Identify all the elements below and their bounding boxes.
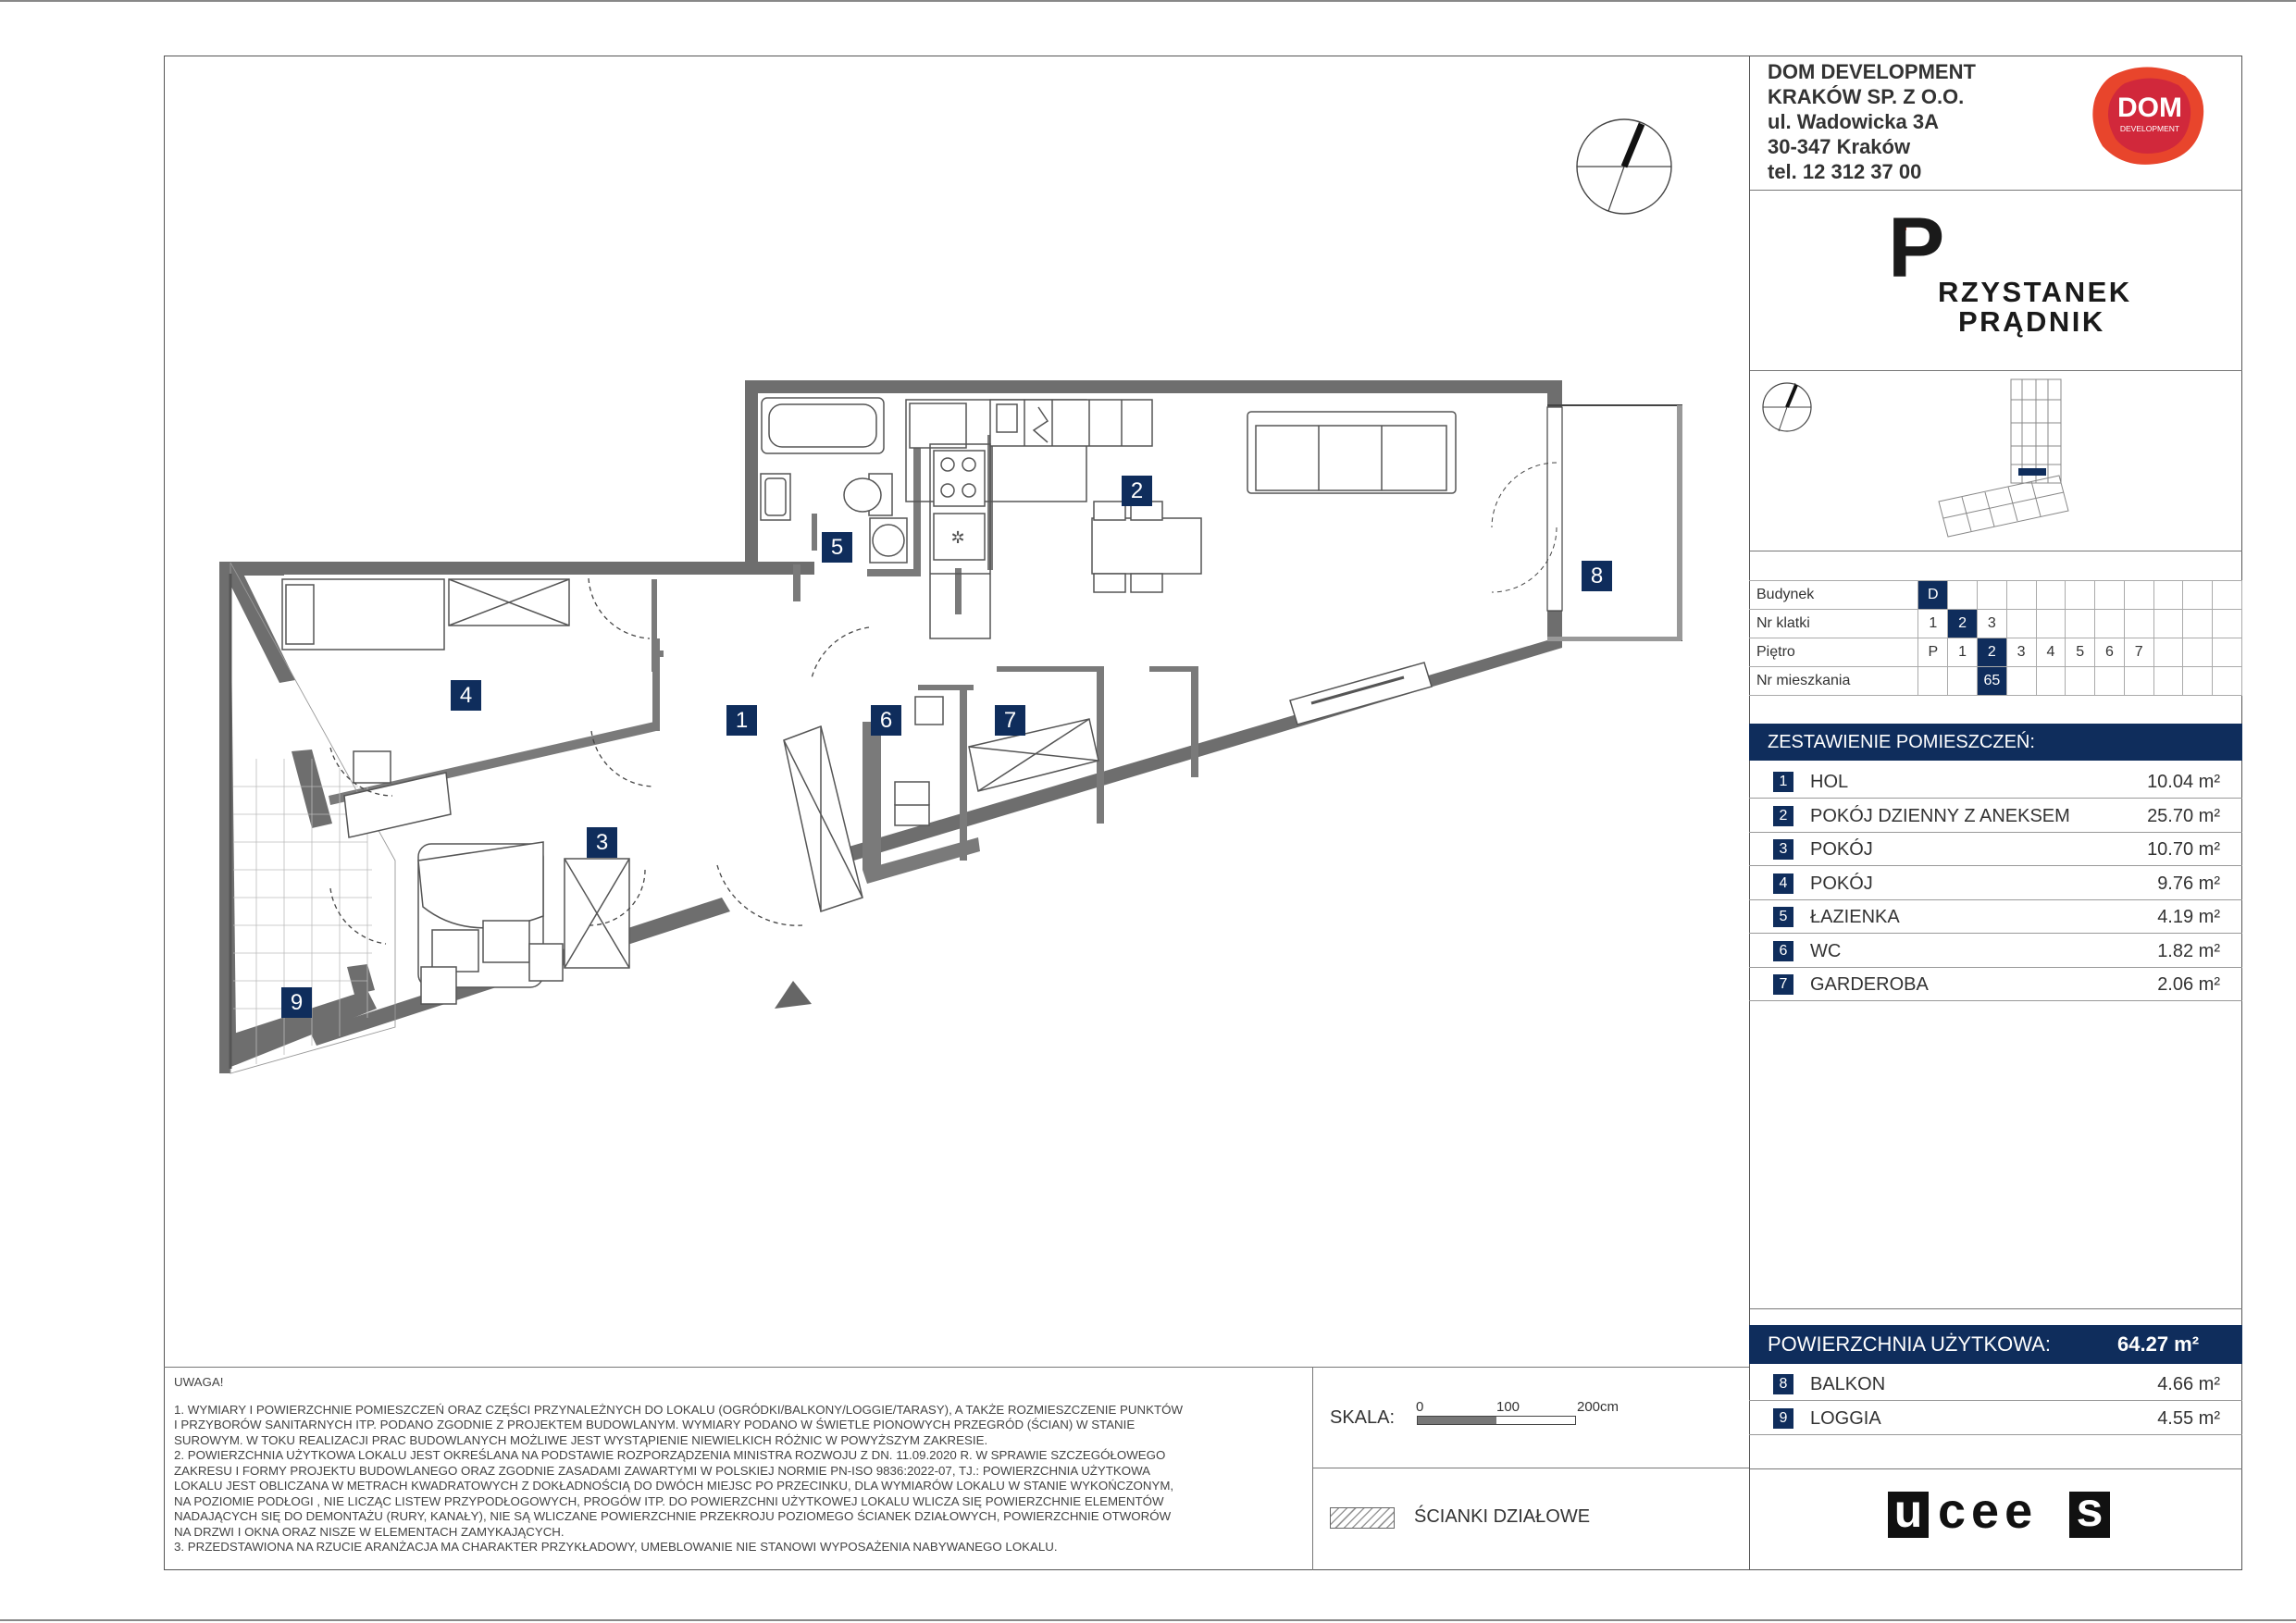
- location-cell: [2095, 610, 2125, 638]
- room-name: GARDEROBA: [1810, 974, 1929, 995]
- room-number: 7: [1773, 974, 1793, 995]
- room-label-4: [451, 680, 481, 711]
- notes-text: [174, 1375, 1294, 1555]
- room-area: 25.70 m²: [2147, 805, 2220, 826]
- legend-label: ŚCIANKI DZIAŁOWE: [1414, 1506, 1591, 1527]
- floor-plan: [164, 56, 1749, 1369]
- location-cell: [2153, 667, 2183, 696]
- scale-tick-0: 0: [1416, 1399, 1424, 1415]
- company-line: tel. 12 312 37 00: [1768, 160, 1922, 183]
- room-label-9: [281, 987, 312, 1018]
- notes-line: NADAJĄCYCH SIĘ DO DEMONTAŻU (RURY, KANAŁY), NIE SĄ WLICZANE POWIERZCHNIE PRZEKROJU POZIOMEGO ŚCIANEK DZIAŁOWYCH, POWIERZCHNIE OTWORÓW: [174, 1509, 1172, 1523]
- location-cell: [2153, 581, 2183, 610]
- location-cell: [1948, 581, 1978, 610]
- notes-line: 2. POWIERZCHNIA UŻYTKOWA LOKALU JEST OKREŚLANA NA PODSTAWIE ROZPORZĄDZENIA MINISTRA ROZWOJU Z DN. 11.09.2020 R. W SPRAWIE SZCZEGÓŁOWEGO: [174, 1448, 1166, 1462]
- room-name: WC: [1810, 940, 1842, 961]
- north-compass-icon: [1577, 119, 1671, 214]
- logo-line1: RZYSTANEK: [1938, 276, 2132, 308]
- notes-line: NA DRZWI I OKNA ORAZ NISZE W ELEMENTACH ZAMYKAJĄCYCH.: [174, 1524, 565, 1539]
- location-cell: [2066, 667, 2095, 696]
- dom-development-logo: [2088, 65, 2208, 168]
- location-cell: [2124, 610, 2153, 638]
- location-cell: [2213, 581, 2242, 610]
- room-number: 8: [1773, 1374, 1793, 1394]
- room-row: [1749, 1402, 2242, 1435]
- room3-furniture: [418, 842, 629, 1004]
- room-number: 9: [1773, 1408, 1793, 1429]
- keyplan-compass-icon: [1763, 383, 1811, 431]
- room-name: LOGGIA: [1810, 1407, 1881, 1429]
- room-row: [1749, 968, 2242, 1001]
- location-cell: [2006, 581, 2036, 610]
- location-cell: [2183, 667, 2213, 696]
- room-label-5: [822, 532, 852, 563]
- top-rule: [0, 0, 2296, 2]
- location-row-label: Nr mieszkania: [1749, 667, 1918, 696]
- balcony-outline: [1492, 405, 1682, 641]
- location-cell: 2: [1948, 610, 1978, 638]
- location-cell: 1: [1918, 610, 1948, 638]
- ucees-logo-s: s: [2076, 1483, 2104, 1537]
- notes-line: 1. WYMIARY I POWIERZCHNIE POMIESZCZEŃ ORAZ CZĘŚCI PRZYNALEŻNYCH DO LOKALU (OGRÓDKI/BALKONY/LOGGIE/TARASY), A TAKŻE ROZMIESZCZENIE PUNKTÓW: [174, 1402, 1184, 1417]
- logo-initial: P: [1888, 201, 1945, 295]
- logo-text-development: DEVELOPMENT: [2119, 124, 2180, 133]
- hall-fixtures: [784, 697, 1098, 911]
- room-area: 2.06 m²: [2157, 974, 2220, 995]
- notes-divider: [1312, 1367, 1313, 1570]
- logo-line2: PRĄDNIK: [1958, 305, 2105, 338]
- scale-label: SKALA:: [1330, 1407, 1396, 1428]
- room-name: POKÓJ DZIENNY Z ANEKSEM: [1810, 805, 2070, 826]
- location-cell: [2153, 638, 2183, 667]
- location-row-label: Budynek: [1749, 581, 1918, 610]
- bottom-rule: [0, 1619, 2296, 1621]
- svg-text:3: 3: [595, 830, 609, 855]
- location-cell: 6: [2095, 638, 2125, 667]
- location-row: [1749, 581, 2242, 610]
- notes-line: ZAKRESU I FORMY PROJEKTU BUDOWLANEGO ORAZ ZGODNIE ZASADAMI ZAWARTYMI W POLSKIEJ NORMIE PN-ISO 9836:2022-07, TJ.: POWIERZCHNIA UŻYTKOWA: [174, 1463, 1151, 1478]
- location-row-label: Piętro: [1749, 638, 1918, 667]
- notes-line: I PRZYBORÓW SANITARNYCH ITP. PODANO ZGODNIE Z PROJEKTEM BUDOWLANYM. WYMIARY PODANO W ŚWIETLE PIONOWYCH PRZEGRÓD (ŚCIAN) W STANIE: [174, 1418, 1136, 1431]
- building-outline: [1939, 379, 2068, 537]
- scale-tick-200: 200cm: [1577, 1399, 1620, 1415]
- svg-text:8: 8: [1590, 564, 1604, 588]
- room-label-1: [726, 705, 757, 736]
- room-name: BALKON: [1810, 1374, 1886, 1394]
- room-number: 6: [1773, 941, 1793, 961]
- room-area: 1.82 m²: [2157, 940, 2220, 961]
- room-label-7: [995, 705, 1025, 736]
- svg-text:7: 7: [1003, 708, 1017, 733]
- location-cell: D: [1918, 581, 1948, 610]
- room-area: 10.04 m²: [2147, 772, 2220, 792]
- location-cell: 4: [2036, 638, 2066, 667]
- svg-text:4: 4: [459, 683, 473, 708]
- room-name: POKÓJ: [1810, 873, 1873, 894]
- location-cell: [2006, 667, 2036, 696]
- company-line: 30-347 Kraków: [1768, 135, 1911, 158]
- notes-line: NA POZIOMIE PODŁOGI , NIE LICZĄC LISTEW PRZYPODŁOGOWYCH, PROGÓW ITP. DO POWIERZCHNI UŻYTKOWEJ LOKALU WLICZA SIĘ POWIERZCHNIE ELEMENTÓW: [174, 1493, 1164, 1508]
- room-area: 9.76 m²: [2157, 873, 2220, 894]
- location-cell: [1918, 667, 1948, 696]
- svg-text:1: 1: [735, 708, 749, 733]
- scale-tick-100: 100: [1496, 1399, 1520, 1415]
- notes-heading: UWAGA!: [174, 1375, 224, 1389]
- notes-line: 3. PRZEDSTAWIONA NA RZUCIE ARANŻACJA MA CHARAKTER PRZYKŁADOWY, UMEBLOWANIE NIE STANOWI WYPOSAŻENIA NABYWANEGO LOKALU.: [174, 1540, 1058, 1554]
- room-number: 4: [1773, 873, 1793, 894]
- room-area: 10.70 m²: [2147, 839, 2220, 860]
- room-row: [1749, 867, 2242, 900]
- location-cell: [2124, 581, 2153, 610]
- sofa: [1247, 412, 1456, 493]
- dining-set: [1092, 502, 1201, 592]
- total-area-value: 64.27 m²: [2117, 1332, 2200, 1356]
- location-cell: [2153, 610, 2183, 638]
- company-line: KRAKÓW SP. Z O.O.: [1768, 85, 1965, 108]
- rooms-header-text: ZESTAWIENIE POMIESZCZEŃ:: [1768, 732, 2035, 752]
- total-area-label: POWIERZCHNIA UŻYTKOWA:: [1768, 1332, 2051, 1356]
- location-cell: [2095, 581, 2125, 610]
- location-cell: [2183, 610, 2213, 638]
- location-cell: [2213, 667, 2242, 696]
- location-cell: [2213, 610, 2242, 638]
- location-cell: 1: [1948, 638, 1978, 667]
- location-cell: [2036, 610, 2066, 638]
- scale-bar: [1417, 1416, 1576, 1425]
- company-line: ul. Wadowicka 3A: [1768, 110, 1940, 133]
- location-table: [1749, 580, 2242, 696]
- rooms-header: [1749, 724, 2242, 761]
- svg-text:✲: ✲: [950, 528, 965, 547]
- location-cell: [2036, 581, 2066, 610]
- room-label-2: [1122, 476, 1152, 506]
- location-cell: [2095, 667, 2125, 696]
- partition-hatch-swatch: [1330, 1507, 1395, 1529]
- room-area: 4.19 m²: [2157, 907, 2220, 927]
- room-number: 3: [1773, 839, 1793, 860]
- room-row: [1749, 833, 2242, 866]
- location-cell: 5: [2066, 638, 2095, 667]
- location-cell: 2: [1977, 638, 2006, 667]
- room-number: 1: [1773, 772, 1793, 792]
- notes-line: LOKALU JEST OBLICZANA W METRACH KWADRATOWYCH Z DOKŁADNOŚCIĄ DO DWÓCH MIEJSC PO PRZECINKU, DLA WYMIARÓW LOKALU W STANIE WYKOŃCZONYM,: [174, 1479, 1174, 1493]
- total-area-bar: [1749, 1325, 2242, 1364]
- location-row: [1749, 638, 2242, 667]
- entrance-arrow-icon: [775, 981, 812, 1009]
- room-area: 4.66 m²: [2157, 1374, 2220, 1394]
- room-label-3: [587, 827, 617, 858]
- svg-text:6: 6: [879, 708, 893, 733]
- location-cell: [2066, 610, 2095, 638]
- location-cell: [1977, 581, 2006, 610]
- location-row-label: Nr klatki: [1749, 610, 1918, 638]
- room-row: [1749, 799, 2242, 833]
- location-cell: P: [1918, 638, 1948, 667]
- room-number: 5: [1773, 907, 1793, 927]
- ucees-logo-u: u: [1893, 1485, 1923, 1537]
- location-cell: [2124, 667, 2153, 696]
- location-cell: [2036, 667, 2066, 696]
- svg-text:2: 2: [1130, 478, 1144, 503]
- location-cell: [2006, 610, 2036, 638]
- company-address: [1768, 59, 1976, 184]
- apartment-location-marker: [2018, 468, 2046, 476]
- room-label-8: [1582, 561, 1612, 591]
- location-cell: 7: [2124, 638, 2153, 667]
- location-row: [1749, 667, 2242, 696]
- room-area: 4.55 m²: [2157, 1407, 2220, 1429]
- location-cell: [2066, 581, 2095, 610]
- location-cell: 3: [2006, 638, 2036, 667]
- svg-text:5: 5: [830, 535, 844, 560]
- room-row: [1749, 935, 2242, 968]
- logo-text-dom: DOM: [2117, 93, 2182, 123]
- location-cell: [2183, 581, 2213, 610]
- location-cell: [2183, 638, 2213, 667]
- room-name: POKÓJ: [1810, 839, 1873, 860]
- location-cell: 65: [1977, 667, 2006, 696]
- location-cell: [1948, 667, 1978, 696]
- room-name: ŁAZIENKA: [1810, 907, 1900, 927]
- location-cell: 3: [1977, 610, 2006, 638]
- room-name: HOL: [1810, 772, 1849, 792]
- svg-text:9: 9: [290, 990, 304, 1015]
- company-line: DOM DEVELOPMENT: [1768, 60, 1976, 83]
- notes-line: SUROWYM. W TOKU REALIZACJI PRAC BUDOWLANYCH MOŻLIWE JEST WYSTĄPIENIE NIEWIELKICH RÓŻNIC W POWYŻSZYM ZAKRESIE.: [174, 1432, 988, 1447]
- key-plan: [1754, 372, 2240, 548]
- room-row: [1749, 1368, 2242, 1401]
- room-row: [1749, 900, 2242, 934]
- room-label-6: [871, 705, 901, 736]
- notes-top-rule: [164, 1367, 1749, 1368]
- tv-cabinet: [1290, 663, 1432, 725]
- location-cell: [2213, 638, 2242, 667]
- room-row: [1749, 765, 2242, 799]
- room-number: 2: [1773, 806, 1793, 826]
- ucees-logo-middle: cee: [1938, 1483, 2039, 1539]
- location-row: [1749, 610, 2242, 638]
